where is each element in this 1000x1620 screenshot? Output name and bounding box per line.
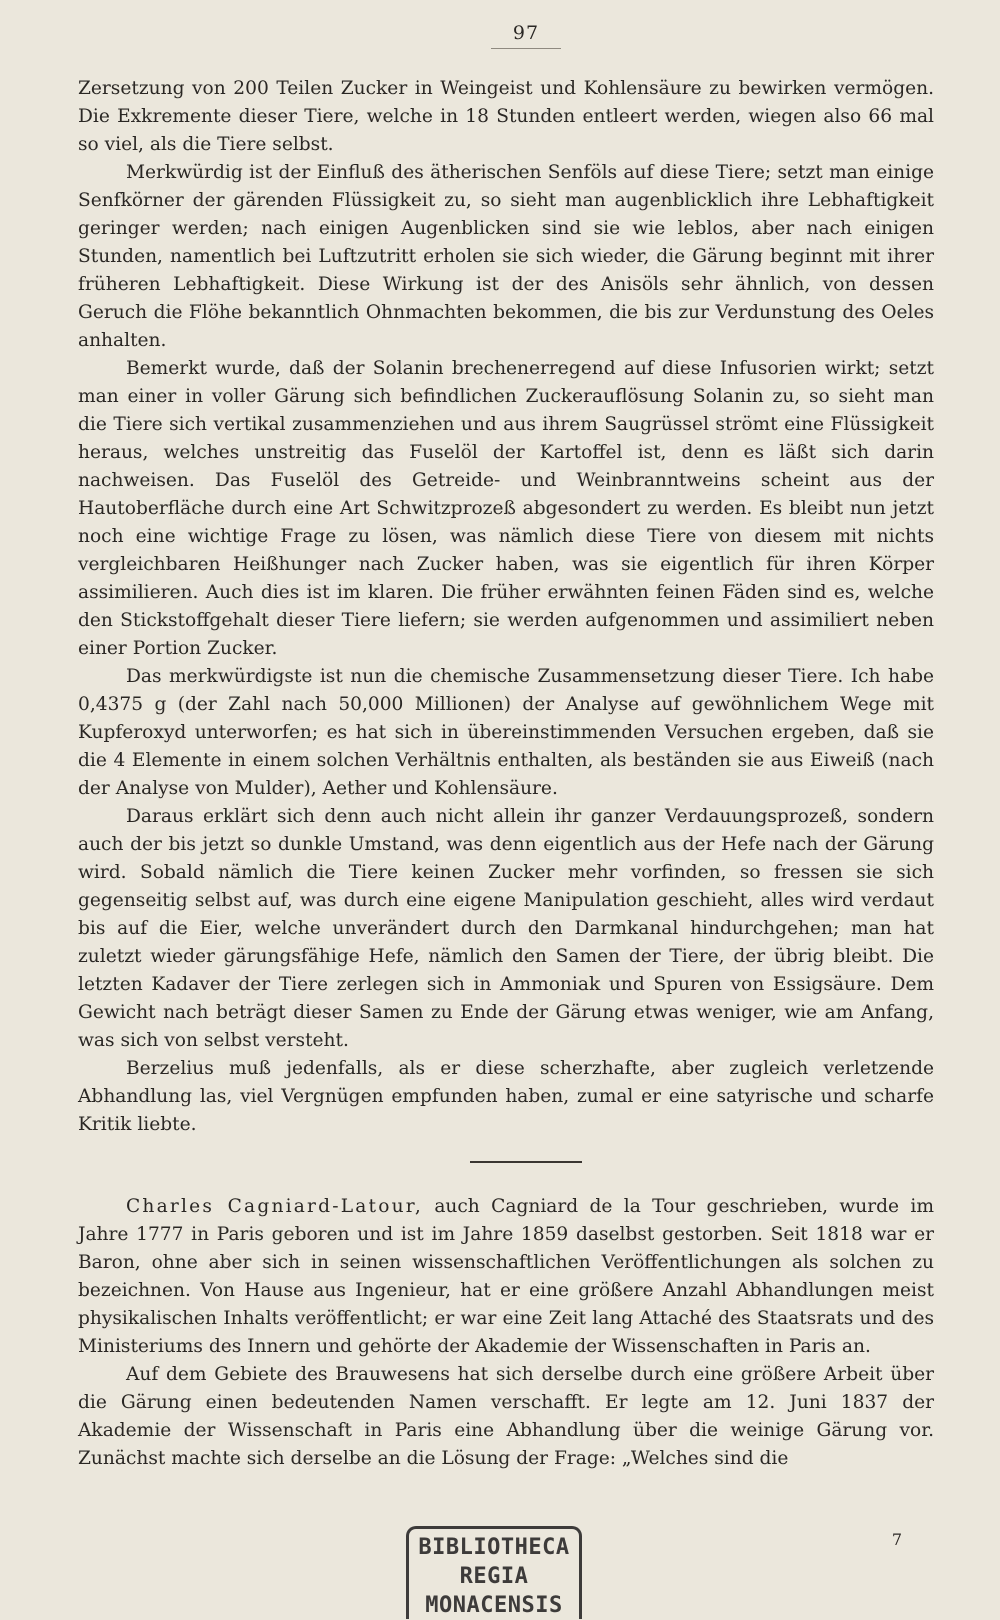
paragraph: Das merkwürdigste ist nun die chemische Zusammensetzung dieser Tiere. Ich habe 0,4375 g (der Zahl nach 50,000 Millionen) der Analyse auf gewöhnlichem Wege mit Kupferoxyd unterworfen; es hat sich in übereinstimmenden Versuchen ergeben, daß sie die 4 Elemente in einem solchen Verhältnis enthalten, als beständen sie aus Eiweiß (nach der Analyse von Mulder), Aether und Kohlensäure. (78, 666, 934, 799)
stamp-line: BIBLIOTHECA (418, 1535, 570, 1560)
person-name: Charles Cagniard-Latour, (126, 1196, 423, 1217)
main-text (78, 75, 934, 1473)
paragraph: Berzelius muß jedenfalls, als er diese scherzhafte, aber zugleich verletzende Abhandlung las, viel Vergnügen empfunden haben, zumal er eine satyrische und scharfe Kritik liebte. (78, 1058, 934, 1135)
paragraph: Zersetzung von 200 Teilen Zucker in Weingeist und Kohlensäure zu bewirken vermögen. Die Exkremente dieser Tiere, welche in 18 Stunden entleert werden, wiegen also 66 mal so viel, als die Tiere selbst. (78, 78, 934, 155)
paragraph: Daraus erklärt sich denn auch nicht allein ihr ganzer Verdauungsprozeß, sondern auch der bis jetzt so dunkle Umstand, was denn eigentlich aus der Hefe nach der Gärung wird. Sobald nämlich die Tiere keinen Zucker mehr vorfinden, so fressen sie sich gegenseitig selbst auf, was durch eine eigene Manipulation geschieht, alles wird verdaut bis auf die Eier, welche unverändert durch den Darmkanal hindurchgehen; man hat zuletzt wieder gärungsfähige Hefe, nämlich den Samen der Tiere, der übrig bleibt. Die letzten Kadaver der Tiere zerlegen sich in Ammoniak und Spuren von Essigsäure. Dem Gewicht nach beträgt dieser Samen zu Ende der Gärung etwas weniger, wie am Anfang, was sich von selbst versteht. (78, 806, 934, 1051)
page-number: 97 (491, 22, 561, 49)
paragraph: Bemerkt wurde, daß der Solanin brechenerregend auf diese Infusorien wirkt; setzt man einer in voller Gärung sich befindlichen Zuckerauflösung Solanin zu, so sieht man die Tiere sich vertikal zusammenziehen und aus ihrem Saugrüssel strömt eine Flüssigkeit heraus, welches unstreitig das Fuselöl der Kartoffel ist, denn es läßt sich darin nachweisen. Das Fuselöl des Getreide- und Weinbranntweins scheint aus der Hautoberfläche durch eine Art Schwitzprozeß abgesondert zu werden. Es bleibt nun jetzt noch eine wichtige Frage zu lösen, was nämlich diese Tiere von diesem mit nichts vergleichbaren Heißhunger nach Zucker haben, was sie eigentlich für ihren Körper assimilieren. Auch dies ist im klaren. Die früher erwähnten feinen Fäden sind es, welche den Stickstoffgehalt dieser Tiere liefern; sie werden aufgenommen und assimiliert neben einer Portion Zucker. (78, 358, 934, 659)
section-divider (470, 1161, 582, 1163)
stamp-line: REGIA (459, 1564, 529, 1589)
paragraph: Merkwürdig ist der Einfluß des ätherischen Senföls auf diese Tiere; setzt man einige Senfkörner der gärenden Flüssigkeit zu, so sieht man augenblicklich ihre Lebhaftigkeit geringer werden; nach einigen Augenblicken sind sie wie leblos, aber nach einigen Stunden, namentlich bei Luftzutritt erholen sie sich wieder, die Gärung beginnt mit ihrer früheren Lebhaftigkeit. Diese Wirkung ist der des Anisöls sehr ähnlich, von dessen Geruch die Flöhe bekanntlich Ohnmachten bekommen, die bis zur Verdunstung des Oeles anhalten. (78, 162, 934, 351)
signature-mark: 7 (891, 1530, 902, 1549)
stamp-line: MONACENSIS (425, 1593, 563, 1618)
paragraph: Auf dem Gebiete des Brauwesens hat sich derselbe durch eine größere Arbeit über die Gärung einen bedeutenden Namen verschafft. Er legte am 12. Juni 1837 der Akademie der Wissenschaft in Paris eine Abhandlung über die weinige Gärung vor. Zunächst machte sich derselbe an die Lösung der Frage: „Welches sind die (78, 1364, 934, 1469)
library-stamp (406, 1526, 582, 1619)
paragraph-text: auch Cagniard de la Tour geschrieben, wurde im Jahre 1777 in Paris geboren und ist im Jahre 1859 daselbst gestorben. Seit 1818 war er Baron, ohne aber sich in seinen wissenschaftlichen Veröffentlichungen als solchen zu bezeichnen. Von Hause aus Ingenieur, hat er eine größere Anzahl Abhandlungen meist physikalischen Inhalts veröffentlicht; er war eine Zeit lang Attaché des Staatsrats und des Ministeriums des Innern und gehörte der Akademie der Wissenschaften in Paris an. (78, 1196, 934, 1357)
paragraph-biography (78, 1193, 934, 1361)
